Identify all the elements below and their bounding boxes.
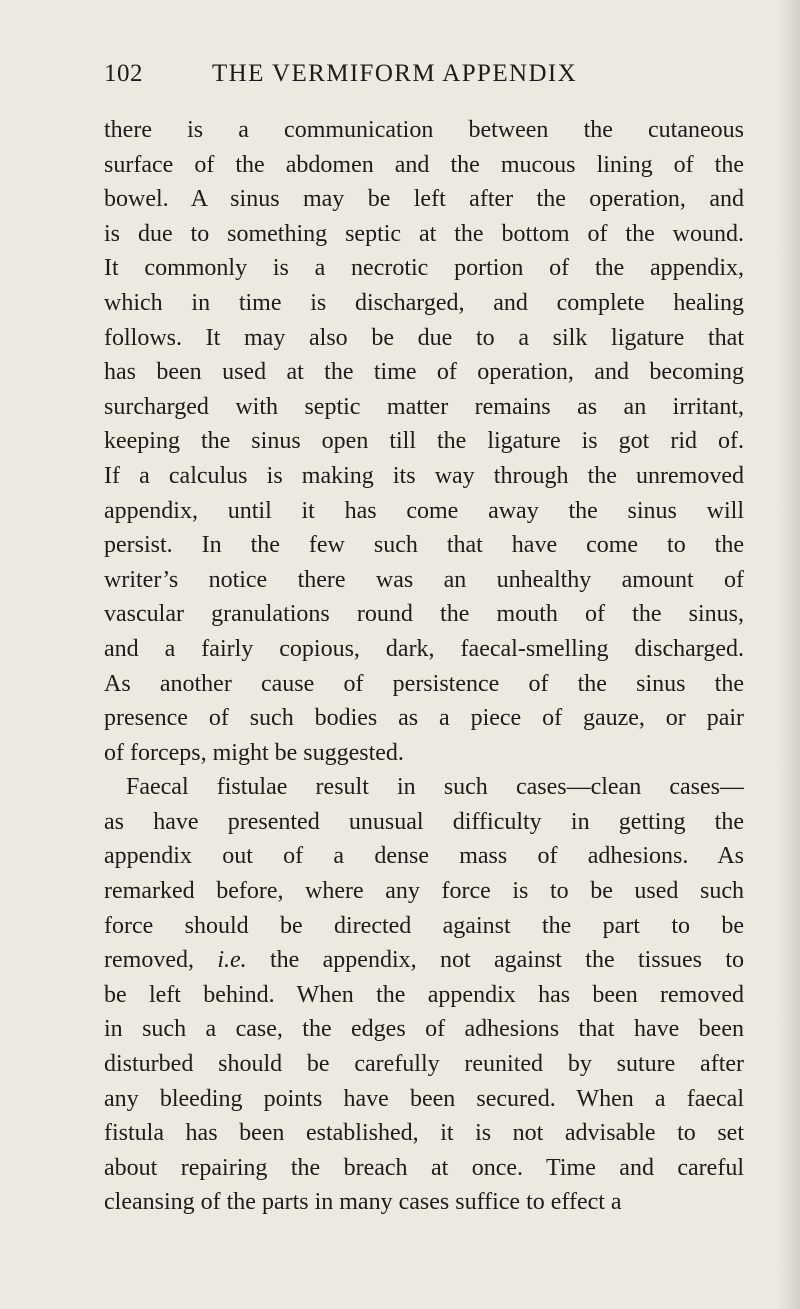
- text-line: bowel. A sinus may be left after the operation, and: [104, 186, 744, 213]
- running-head: [104, 60, 724, 96]
- text-run: removed,: [104, 947, 218, 974]
- text-line: force should be directed against the part to be: [104, 912, 744, 939]
- text-line: It commonly is a necrotic portion of the appendix,: [104, 255, 744, 282]
- text-line: If a calculus is making its way through the unremoved: [104, 462, 744, 489]
- text-line: cleansing of the parts in many cases suffice to effect a: [104, 1189, 622, 1216]
- text-line: appendix out of a dense mass of adhesions. As: [104, 843, 744, 870]
- text-line: of forceps, might be suggested.: [104, 739, 404, 766]
- text-line: surface of the abdomen and the mucous lining of the: [104, 151, 744, 178]
- body-text: [104, 113, 744, 1220]
- page-edge-shadow: [778, 0, 800, 1309]
- text-line: writer’s notice there was an unhealthy amount of: [104, 566, 744, 593]
- text-line: has been used at the time of operation, and becoming: [104, 359, 744, 386]
- text-line: and a fairly copious, dark, faecal-smelling discharged.: [104, 635, 744, 662]
- text-line: disturbed should be carefully reunited by suture after: [104, 1051, 744, 1078]
- text-line: fistula has been established, it is not advisable to set: [104, 1120, 744, 1147]
- text-line: appendix, until it has come away the sinus will: [104, 497, 744, 524]
- running-title: THE VERMIFORM APPENDIX: [212, 60, 578, 87]
- text-line: keeping the sinus open till the ligature is got rid of.: [104, 428, 744, 455]
- italic-abbreviation: i.e.: [217, 947, 247, 974]
- text-run: the appendix, not against the tissues to: [246, 947, 744, 974]
- page-number: 102: [104, 60, 143, 87]
- text-line: follows. It may also be due to a silk ligature that: [104, 324, 744, 351]
- text-line: surcharged with septic matter remains as an irritant,: [104, 393, 744, 420]
- text-line: is due to something septic at the bottom of the wound.: [104, 220, 744, 247]
- text-line: in such a case, the edges of adhesions that have been: [104, 1016, 744, 1043]
- text-line: about repairing the breach at once. Time and careful: [104, 1154, 744, 1181]
- text-line: which in time is discharged, and complete healing: [104, 289, 744, 316]
- text-line: vascular granulations round the mouth of the sinus,: [104, 601, 744, 628]
- text-line: Faecal fistulae result in such cases—clean cases—: [126, 774, 744, 801]
- text-line: any bleeding points have been secured. When a faecal: [104, 1085, 744, 1112]
- text-line: presence of such bodies as a piece of gauze, or pair: [104, 705, 744, 732]
- text-line: as have presented unusual difficulty in getting the: [104, 808, 744, 835]
- text-line: persist. In the few such that have come to the: [104, 532, 744, 559]
- text-line: [104, 943, 744, 978]
- text-line: remarked before, where any force is to be used such: [104, 878, 744, 905]
- text-line: be left behind. When the appendix has been removed: [104, 981, 744, 1008]
- text-line: there is a communication between the cutaneous: [104, 117, 744, 143]
- text-line: As another cause of persistence of the sinus the: [104, 670, 744, 697]
